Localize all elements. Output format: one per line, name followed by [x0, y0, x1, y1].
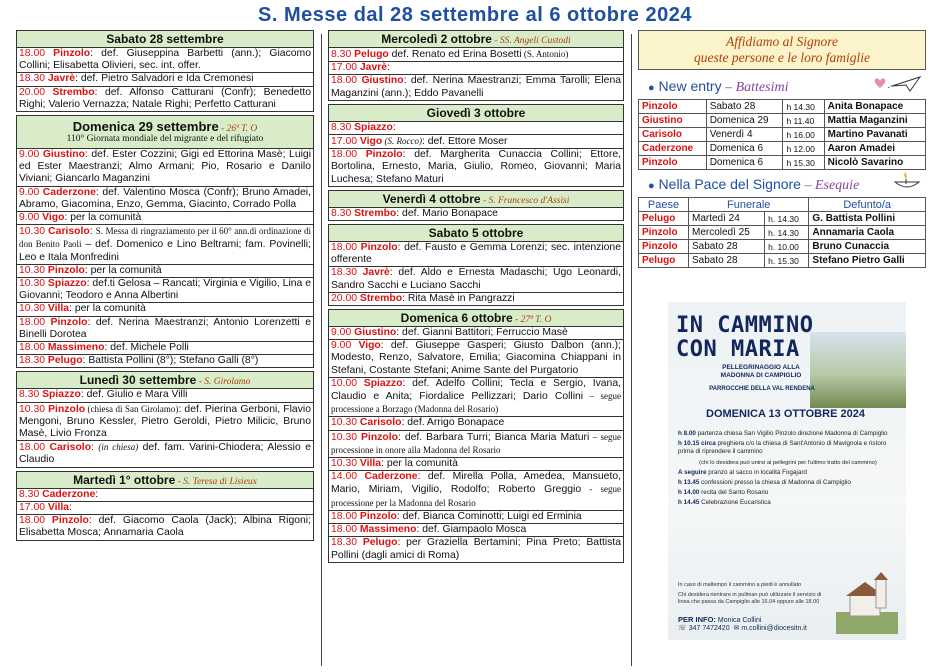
mass-entry [17, 225, 313, 265]
mass-intentions: : Battista Pollini (8°); Stefano Galli (8°) [82, 355, 259, 367]
mass-intentions: : def. Aldo e Ernesta Madaschi; Ugo Leonardi, Sandro Sacchi e Luciano Sacchi [331, 267, 622, 291]
mass-place: Pelugo [362, 537, 398, 549]
liturgical-note: - 27ª T. O [512, 315, 552, 326]
liturgical-note: - 26ª T. O [218, 124, 258, 135]
day-block [328, 309, 624, 563]
mass-time: 10.30 [19, 403, 46, 415]
heart-plane-icon [870, 74, 926, 94]
baptisms-heading: ● New entry – Battesimi [648, 78, 926, 96]
page-title: S. Messe dal 28 settembre al 6 ottobre 2024 [258, 4, 692, 26]
programme-item: h 14.00 recita del Santo Rosario [678, 489, 769, 497]
mass-entry [17, 502, 313, 515]
mass-time: 17.00 [331, 136, 358, 148]
mass-time: 18.00 [331, 510, 358, 522]
mass-entry [329, 340, 623, 378]
day-block [328, 190, 624, 221]
table-row [639, 156, 926, 170]
bullet-icon: ● [648, 82, 655, 94]
programme-item: h 8.00 partenza chiesa San Vigilio Pinzolo direzione Madonna di Campiglio [678, 430, 888, 437]
mass-time: 20.00 [331, 292, 358, 304]
cell-name: Bruno Cunaccia [809, 240, 926, 254]
mass-entry [17, 187, 313, 212]
day-heading: Giovedì 3 ottobre [329, 105, 623, 122]
table-row [639, 254, 926, 268]
mass-intentions: (in chiesa) [98, 442, 139, 453]
mass-place: Vigo [42, 212, 65, 224]
mass-place: Pinzolo [359, 510, 397, 522]
col-header-funerale: Funerale [688, 198, 808, 212]
mass-intentions: : def. Giuseppe Gasperi; Giusto Dalbon (ann.); Modesto, Renzo, Salvatore, Emilia; Giacomina Chiappani in Stefani, Costante Stefani; Anime Sante del Purgatorio [331, 340, 621, 376]
mass-intentions: – segue processione in onore alla Madonna del Rosario [331, 431, 621, 455]
cell-name: G. Battista Pollini [809, 212, 926, 226]
mass-place: Villa [47, 501, 70, 513]
mass-intentions: : def. Fausto e Gemma Lorenzi; sec. intenzione offerente [331, 242, 621, 266]
mass-time: 18.30 [19, 73, 46, 85]
mass-entry [17, 342, 313, 355]
mass-intentions: (chiesa di San Girolamo) [85, 403, 179, 414]
mass-intentions: : def. Pierina Gerboni, Flavio Mengoni, Bruno Kessler, Pietro Geroldi, Pietro Milicic, Bruno Masè, Livio Fronza [19, 403, 311, 440]
mass-time: 10.30 [19, 264, 46, 276]
table-row [639, 100, 926, 114]
mass-place: Spiazzo [42, 389, 81, 401]
mass-entry [329, 511, 623, 524]
mass-place: Spiazzo [47, 278, 87, 290]
day-heading: Domenica 29 settembre - 26ª T. O 110° Giornata mondiale del migrante e del rifugiato [17, 116, 313, 149]
mass-place: Pinzolo [361, 431, 398, 443]
day-block [16, 371, 314, 467]
mass-place: Villa [359, 458, 382, 470]
day-note: 110° Giornata mondiale del migrante e del rifugiato [66, 134, 264, 145]
mass-intentions: (S. Rocco) [382, 136, 422, 147]
mass-place: Pinzolo [50, 316, 88, 328]
mass-time: 9.00 [331, 340, 352, 352]
mass-intentions: : [91, 442, 99, 454]
mass-intentions: : def. Giuseppina Barbetti (ann.); Giacomo Collini; Elisabetta Olivieri, sec. int. offer. [19, 48, 311, 72]
mass-time: 8.30 [19, 488, 40, 500]
cell-day: Sabato 28 [688, 254, 764, 268]
mass-intentions: : def. Nerina Maestranzi; Emma Tarolli; Elena Maganzini (ann.); Eddo Pavanelli [331, 75, 621, 99]
cell-name: Martino Pavanati [824, 128, 925, 142]
poster-title: IN CAMMINO CON MARIA [676, 313, 814, 362]
mass-entry [17, 389, 313, 402]
day-block [328, 104, 624, 187]
mass-place: Pelugo [47, 355, 83, 367]
mass-time: 18.00 [331, 75, 358, 87]
mass-place: Carisolo [49, 442, 92, 454]
bullet-icon: ● [648, 180, 655, 192]
mass-intentions: : [69, 501, 72, 513]
mass-intentions: : def. Barbara Turri; Bianca Maria Maturi [397, 431, 590, 443]
mass-place: Strembo [359, 292, 403, 304]
mass-time: 18.00 [19, 442, 46, 454]
mass-time: 10.30 [19, 303, 46, 315]
mass-intentions: : def. Giampaolo Mosca [416, 524, 527, 536]
mass-time: 18.30 [331, 537, 358, 549]
mass-intentions: : def. Giacomo Caola (Jack); Albina Rigoni; Elisabetta Mosca; Annamaria Caola [19, 515, 312, 539]
day-block [16, 471, 314, 541]
mass-entry [17, 87, 313, 111]
day-heading: Sabato 5 ottobre [329, 225, 623, 242]
column-divider [631, 34, 632, 666]
poster-subtitle: PELLEGRINAGGIO ALLA MADONNA DI CAMPIGLIO [720, 364, 802, 379]
mass-intentions: : def. Adelfo Collini; Tecla e Sergio, Ivana, Claudio e Anita; Fiordalice Pellizzari; Dario Collini [331, 377, 621, 403]
mass-intentions: – def. Domenico e Lino Beltrami; fam. Povinelli; Leo e Itala Monfredini [19, 239, 311, 263]
programme-item: h 10.15 circa preghiera c/o la chiesa di Sant'Antonio di Mavignola e ristoro prima di riprendere il cammino [678, 440, 887, 456]
cell-time: h. 14.30 [765, 212, 809, 226]
mass-time: 18.30 [331, 267, 358, 279]
mass-entry [329, 431, 623, 458]
mass-intentions: def. fam. Varini-Chiodera; Alessio e Claudio [19, 442, 311, 466]
mass-entry [329, 149, 623, 186]
mass-place: Caderzone [364, 471, 418, 483]
news-column [638, 30, 926, 268]
mass-entry [17, 73, 313, 86]
mass-place: Strembo [354, 207, 397, 219]
mass-time: 8.30 [331, 121, 352, 133]
cell-place: Pelugo [639, 212, 689, 226]
cell-name: Stefano Pietro Galli [809, 254, 926, 268]
mass-place: Massimeno [359, 524, 417, 536]
mass-time: 10.00 [331, 377, 358, 389]
col-header-defunto: Defunto/a [809, 198, 926, 212]
table-row [639, 128, 926, 142]
mass-place: Vigo [358, 340, 381, 352]
mass-place: Pelugo [354, 49, 389, 60]
mass-place: Pinzolo [53, 48, 91, 59]
liturgical-note: - S. Teresa di Lisieux [175, 476, 257, 487]
mass-entry [17, 303, 313, 316]
mass-place: Pinzolo [47, 264, 85, 276]
mass-place: Caderzone [42, 186, 96, 198]
cell-time: h 14.30 [783, 100, 824, 114]
mass-time: 14.00 [331, 471, 358, 483]
mass-intentions: : def. Bianca Cominotti; Luigi ed Erminia [396, 510, 582, 522]
mass-intentions: (S. Antonio) [521, 49, 569, 59]
mass-entry [329, 48, 623, 62]
day-heading: Martedì 1° ottobre - S. Teresa di Lisieux [17, 472, 313, 489]
mass-place: Javrè [359, 62, 388, 74]
mass-entry [17, 355, 313, 367]
day-block [328, 30, 624, 101]
mass-place: Strembo [52, 86, 95, 98]
day-heading: Venerdì 4 ottobre - S. Francesco d'Assisi [329, 191, 623, 208]
mass-intentions: : def.ti Gelosa – Rancati; Virginia e Vigilio, Lina e Giovanni; Teodoro e Anna Albertini [19, 278, 311, 302]
funerals-table [638, 197, 926, 268]
mass-entry [17, 489, 313, 502]
table-row [639, 212, 926, 226]
liturgical-note: - SS. Angeli Custodi [491, 36, 571, 46]
contact-email: m.collini@diocesitn.it [741, 625, 807, 632]
programme-item: A seguire pranzo al sacco in località Fogajard [678, 468, 807, 476]
mass-intentions: : per Graziella Bertamini; Pina Preto; Battista Pollini (dagli amici di Roma) [331, 537, 622, 561]
mass-intentions: : def. Alfonso Catturani (Confr); Benedetto Righi; Valerio Vernazza; Natale Righi; Perfetto Catturani [19, 86, 311, 110]
mass-place: Giustino [361, 75, 404, 87]
cell-place: Pelugo [639, 254, 689, 268]
schedule-column-middle [328, 30, 624, 566]
mass-place: Villa [47, 303, 70, 315]
cell-name: Anita Bonapace [824, 100, 925, 114]
mass-intentions: : def. Margherita Cunaccia Collini; Ettore, Bortolina, Ernesto, Maria, Giulio, Romeo, Giovanni; Maria Luchesa; Stefano Maturi [331, 149, 621, 185]
mass-time: 17.00 [331, 62, 358, 74]
cell-place: Carisolo [639, 128, 707, 142]
mass-entry [329, 524, 623, 537]
mass-intentions: : def. Mirella Polla, Amedea, Mansueto, Mario, Miriam, Vigilio, Rodolfo; Roberto Greggio [331, 471, 621, 496]
mass-time: 8.30 [19, 389, 40, 401]
mass-entry [17, 149, 313, 187]
cell-place: Pinzolo [639, 156, 707, 170]
mass-entry [329, 293, 623, 305]
table-row [639, 142, 926, 156]
cell-place: Pinzolo [639, 240, 689, 254]
mass-entry [329, 135, 623, 149]
mass-intentions: : def. Mario Bonapace [396, 207, 498, 219]
cell-name: Mattia Maganzini [824, 114, 925, 128]
prayer-box [638, 30, 926, 70]
mass-time: 18.00 [331, 524, 358, 536]
baptisms-table [638, 99, 926, 170]
cell-place: Caderzone [639, 142, 707, 156]
cell-day: Domenica 6 [706, 142, 783, 156]
mass-intentions: : [89, 226, 96, 238]
poster-contact: PER INFO: Monica Collini ☏ 347 7472420 ✉ m.collini@diocesitn.it [678, 615, 807, 632]
phone-icon: ☏ [678, 625, 687, 632]
mass-intentions: – segue processione a Borzago (Madonna del Rosario) [331, 391, 621, 415]
table-row [639, 114, 926, 128]
mass-intentions: : def. Nerina Maestranzi; Antonio Lorenzetti e Binelli Dorotea [19, 316, 312, 340]
mass-entry [329, 537, 623, 561]
mass-time: 17.00 [19, 501, 46, 513]
cell-time: h 12.00 [783, 142, 824, 156]
cell-day: Venerdì 4 [706, 128, 783, 142]
poster-notes [678, 582, 828, 606]
cell-name: Aaron Amadei [824, 142, 925, 156]
poster-parishes: PARROCCHIE DELLA VAL RENDENA [709, 386, 815, 392]
mass-entry [329, 327, 623, 340]
mass-intentions: : per la comunità [84, 264, 162, 276]
mass-place: Pinzolo [360, 242, 398, 254]
liturgical-note: - S. Francesco d'Assisi [480, 195, 570, 206]
mass-time: 18.00 [19, 48, 46, 59]
mass-intentions: : [392, 121, 396, 133]
col-header-paese: Paese [639, 198, 689, 212]
mass-entry [329, 267, 623, 292]
cell-day: Domenica 6 [706, 156, 783, 170]
mass-entry [329, 75, 623, 99]
mass-entry [17, 278, 313, 303]
poster-programme [678, 430, 898, 510]
mass-entry [17, 441, 313, 466]
mass-place: Vigo [359, 136, 383, 148]
liturgical-note: - S. Girolamo [196, 377, 251, 388]
cell-name: Annamaria Caola [809, 226, 926, 240]
poster-date: DOMENICA 13 OTTOBRE 2024 [706, 408, 865, 420]
mass-entry [329, 122, 623, 135]
cell-name: Nicolò Savarino [824, 156, 925, 170]
mass-time: 8.30 [331, 49, 352, 60]
email-icon: ✉ [733, 625, 740, 632]
day-block [16, 115, 314, 368]
mass-intentions: : per la comunità [69, 303, 146, 315]
mass-time: 18.00 [19, 342, 46, 354]
mass-place: Spiazzo [354, 121, 393, 133]
mass-entry [17, 212, 313, 225]
cell-place: Giustino [639, 114, 707, 128]
mass-time: 9.00 [19, 149, 40, 161]
day-block [16, 30, 314, 112]
mass-intentions: : def. Ettore Moser [421, 136, 508, 148]
cell-day: Domenica 29 [706, 114, 783, 128]
cell-time: h. 15.30 [765, 254, 809, 268]
mass-intentions: : per la comunità [64, 212, 142, 224]
table-row [639, 240, 926, 254]
mass-time: 18.00 [331, 149, 358, 161]
mass-intentions: S. Messa di ringraziamento per il 60° ann.di ordinazione di don Benito Paoli [19, 226, 311, 250]
cell-time: h 16.00 [783, 128, 824, 142]
mass-time: 18.00 [19, 316, 46, 328]
mass-place: Caderzone [42, 488, 96, 500]
mass-entry [329, 471, 623, 511]
cell-time: h. 14.30 [765, 226, 809, 240]
mass-entry [329, 242, 623, 267]
mass-time: 10.30 [331, 417, 358, 429]
programme-item: h 14.45 Celebrazione Eucaristica [678, 499, 771, 507]
cell-day: Sabato 28 [688, 240, 764, 254]
contact-phone: 347 7472420 [688, 625, 730, 632]
mass-time: 18.00 [19, 515, 46, 527]
mass-time: 20.00 [19, 86, 46, 98]
table-row [639, 226, 926, 240]
cell-day: Sabato 28 [706, 100, 783, 114]
mass-intentions: - segue processione per la Madonna del Rosario [331, 484, 621, 508]
mass-place: Giustino [354, 327, 397, 339]
mass-place: Javrè [47, 73, 76, 85]
mass-intentions: : def. Ester Cozzini; Gigi ed Ettorina Masè; Luigi ed Ester Maestranzi; Almo Armani; Pio, Rosario e Danilo Viviani; Giancarlo Maganzini [19, 149, 311, 185]
mass-place: Massimeno [47, 342, 105, 354]
mass-entry [17, 515, 313, 539]
mass-place: Pinzolo [48, 403, 86, 415]
mass-time: 10.30 [331, 431, 358, 443]
mass-entry [329, 208, 623, 220]
mass-intentions: def. Renato ed Erina Bosetti [388, 49, 522, 60]
mass-intentions: : def. Giulio e Mara Villi [80, 389, 188, 401]
mass-intentions: : [95, 488, 99, 500]
mass-intentions: : Rita Masè in Pangrazzi [402, 292, 515, 304]
mass-place: Pinzolo [365, 149, 403, 161]
day-heading: Domenica 6 ottobre - 27ª T. O [329, 310, 623, 327]
mass-entry [329, 458, 623, 471]
mass-time: 10.30 [19, 278, 46, 290]
programme-item: (chi lo desidera può unirsi ai pellegrini per l'ultimo tratto del cammino) [699, 459, 877, 466]
bus-note: Chi desidera rientrare in pullman può utilizzare il servizio di linea che passa da Campiglio alle 16.04 oppure alle 18.00 [678, 592, 822, 605]
mass-intentions: : def. Pietro Salvadori e Ida Cremonesi [75, 73, 254, 85]
prayer-line: Affidiamo al Signore [726, 34, 838, 49]
day-heading: Lunedì 30 settembre - S. Girolamo [17, 372, 313, 389]
mass-intentions: : def. Michele Polli [104, 342, 189, 354]
pilgrimage-poster [668, 302, 906, 640]
mass-time: 9.00 [19, 212, 40, 224]
mass-entry [329, 378, 623, 418]
mass-place: Pinzolo [51, 515, 89, 527]
mass-intentions: : def. Arrigo Bonapace [401, 417, 505, 429]
church-icon [836, 572, 898, 634]
mass-time: 10.30 [19, 226, 46, 238]
mass-time: 18.30 [19, 355, 46, 367]
mass-entry [17, 48, 313, 73]
rain-note: In caso di maltempo il cammino a piedi è annullato [678, 582, 802, 588]
cell-time: h 11.40 [783, 114, 824, 128]
pilgrims-photo [810, 332, 906, 408]
mass-entry [17, 265, 313, 278]
mass-entry [17, 403, 313, 442]
cell-time: h 15.30 [783, 156, 824, 170]
mass-time: 9.00 [19, 186, 40, 198]
mass-time: 10.30 [331, 458, 358, 470]
candle-icon [892, 170, 922, 192]
cell-place: Pinzolo [639, 100, 707, 114]
schedule-column-left [16, 30, 314, 544]
column-divider [321, 34, 322, 666]
mass-place: Carisolo [359, 417, 402, 429]
cell-place: Pinzolo [639, 226, 689, 240]
prayer-line: queste persone e le loro famiglie [693, 50, 871, 65]
programme-item: h 13.45 confessioni presso la chiesa di Madonna di Campiglio [678, 479, 851, 487]
mass-place: Javrè [362, 267, 390, 279]
cell-time: h. 10.00 [765, 240, 809, 254]
mass-intentions: : def. Gianni Battitori; Ferruccio Masè [396, 327, 568, 339]
mass-entry [329, 417, 623, 430]
mass-entry [17, 317, 313, 342]
mass-time: 18.00 [331, 242, 358, 254]
cell-day: Mercoledì 25 [688, 226, 764, 240]
funerals-heading: ● Nella Pace del Signore – Esequie [648, 176, 926, 194]
mass-intentions: : per la comunità [381, 458, 458, 470]
mass-place: Spiazzo [363, 377, 403, 389]
mass-intentions: : [387, 62, 390, 74]
mass-intentions: : def. Valentino Mosca (Confr); Bruno Amadei, Abramo, Giacomina, Enzo, Gemma, Giacinto, Corrado Polla [19, 186, 312, 210]
mass-entry [329, 62, 623, 75]
mass-time: 8.30 [331, 207, 352, 219]
mass-place: Giustino [42, 149, 85, 161]
day-block [328, 224, 624, 306]
mass-place: Carisolo [48, 226, 90, 238]
mass-time: 9.00 [331, 327, 352, 339]
day-heading: Mercoledì 2 ottobre - SS. Angeli Custodi [329, 31, 623, 48]
day-heading: Sabato 28 settembre [17, 31, 313, 48]
cell-day: Martedì 24 [688, 212, 764, 226]
